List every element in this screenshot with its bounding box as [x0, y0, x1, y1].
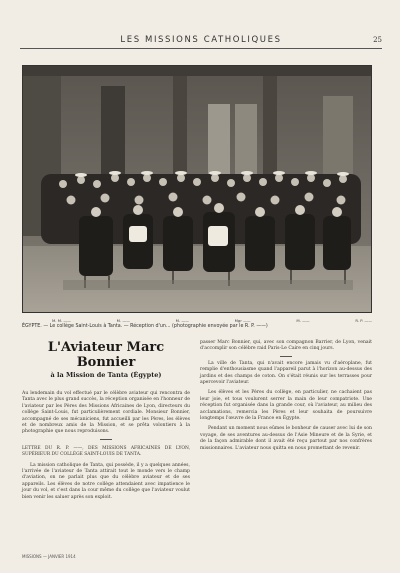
- page-number: 25: [373, 36, 382, 44]
- body-paragraph: La ville de Tanta, qui n'avait encore jamais vu d'aéroplane, fut remplie d'enthousiasme quand l'appareil parut à l'horizon au-dessus des jardins et des champs de coton. On s'était réunis sur les terrasses pour apercevoir l'aviateur.: [200, 360, 372, 386]
- body-paragraph: passer Marc Bonnier, qui, avec son compagnon Barrier, de Lyon, venait d'accomplir son célèbre raid Paris-Le Caire en cinq jours.: [200, 340, 372, 352]
- left-column: [22, 340, 190, 501]
- right-column: [200, 340, 372, 452]
- section-divider: [280, 356, 292, 357]
- photo-name: Mgr ——: [234, 318, 251, 323]
- section-divider: [100, 439, 112, 440]
- running-header: [20, 34, 382, 49]
- photo-name: R. P. ——: [355, 318, 372, 323]
- letter-heading: LETTRE DU R. P. ——, DES MISSIONS AFRICAINES DE LYON, SUPÉRIEUR DU COLLÈGE SAINT-LOUIS DE TANTA.: [22, 445, 190, 458]
- group-photo-illustration: [23, 66, 371, 312]
- body-paragraph: Pendant un moment nous eûmes le bonheur de causer avec lui de son voyage, de ses aventures au-dessus de l'Asie Mineure et de la Syrie, et de la façon admirable dont il avait été reçu partout par nos confrères missionnaires. L'aviateur nous quitta en nous promettant de revenir.: [200, 426, 372, 451]
- body-paragraph: Les élèves et les Pères du collège, en particulier, ne cachaient pas leur joie, et tous voulurent serrer la main de leur compatriote. Une réception fut organisée dans la grande cour, où l'aviateur, au milieu des acclamations, remercia les Pères et leur souhaita de poursuivre longtemps l'œuvre de la France en Égypte.: [200, 390, 372, 422]
- photo-caption: ÉGYPTE. — Le collège Saint-Louis à Tanta. — Réception d'un... (photographie envoyée par le R. P. ——): [22, 324, 268, 329]
- photo-name: M. ——: [296, 318, 310, 323]
- photo-name: M. ——: [175, 318, 189, 323]
- page-footer: MISSIONS — JANVIER 1914: [22, 554, 76, 559]
- photo-name: M. M. ——: [52, 318, 71, 323]
- magazine-title: LES MISSIONS CATHOLIQUES: [120, 35, 282, 45]
- photo-name: M. ——: [116, 318, 130, 323]
- intro-paragraph: Au lendemain du vol effectué par le célèbre aviateur qui rencontra de Tanta avec le plus grand succès, la réception organisée en l'honneur de l'aviateur par les Pères des Missions Africaines de Lyon, directeurs du collège Saint-Louis, fut particulièrement cordiale. Monsieur Bonnier, accompagné de ses mécaniciens, fut accueilli par les Pères, les élèves et de nombreux amis de la Mission, et se prêta volontiers à la photographie que nous reproduisons.: [22, 391, 190, 435]
- group-photograph: [22, 65, 372, 313]
- photo-names-row: [52, 318, 372, 323]
- article-title: L'Aviateur Marc Bonnier: [47, 340, 165, 370]
- article-subtitle: à la Mission de Tanta (Égypte): [50, 371, 162, 379]
- body-paragraph: La mission catholique de Tanta, qui possède, il y a quelques années, l'arrivée de l'aviateur de Tanta attirait tout le monde vers le champ d'aviation, on ne parlait plus que du célèbre aviateur et de ses appareils. Les élèves de notre collège attendaient avec impatience le jour du vol, et c'est dans la cour même du collège que l'aviateur voulut bien venir les saluer après son exploit.: [22, 462, 190, 500]
